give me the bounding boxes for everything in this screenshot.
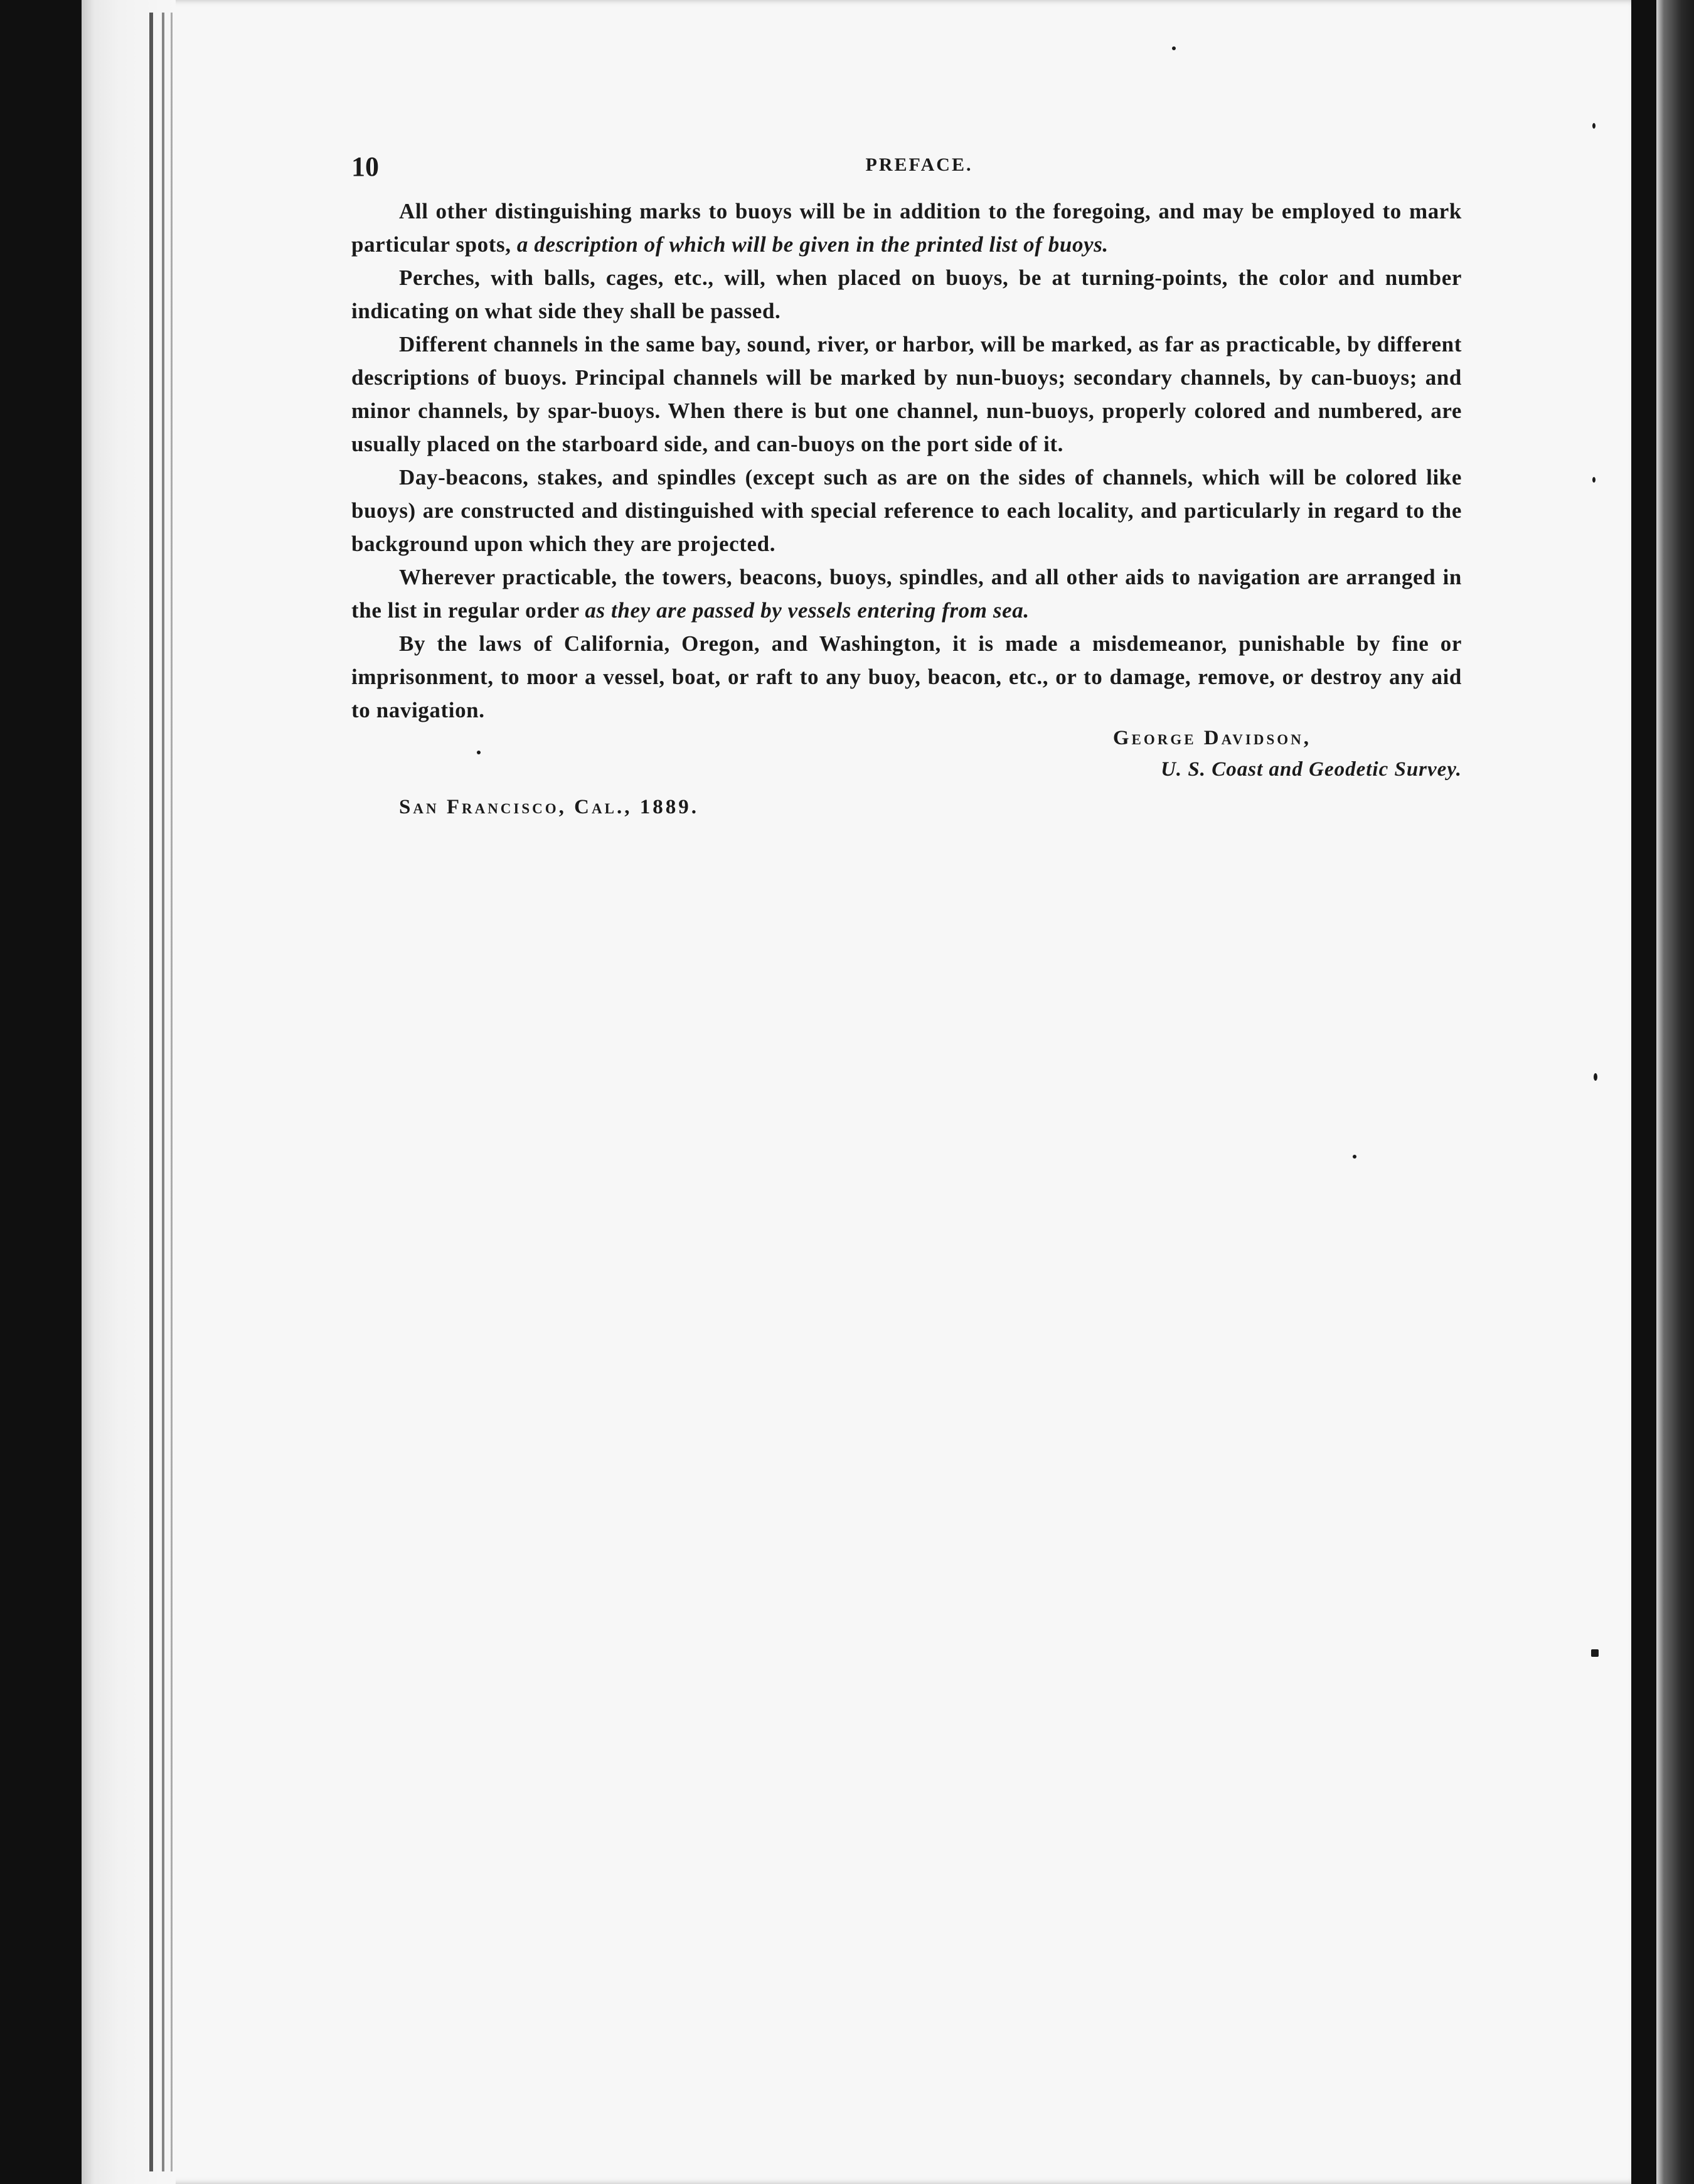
running-title: PREFACE. bbox=[865, 154, 973, 175]
scan-speck bbox=[1591, 1649, 1599, 1657]
paragraph-text: Day-beacons, stakes, and spindles (except such as are on the sides of channels, which will be colored like buoys) are constructed and distinguished with special reference to each locality, and particularly in regard to the background upon which they are projected. bbox=[351, 465, 1462, 556]
paragraph-text: By the laws of California, Oregon, and Washington, it is made a misdemeanor, punishable by fine or imprisonment, to moor a vessel, boat, or raft to any buoy, beacon, etc., or to damage, remove, or destroy any aid to navigation. bbox=[351, 631, 1462, 722]
paragraph bbox=[351, 328, 1462, 461]
paragraph bbox=[351, 461, 1462, 560]
scan-speck bbox=[1594, 1073, 1597, 1081]
scan-speck bbox=[1592, 477, 1595, 483]
right-page-edge bbox=[1656, 0, 1694, 2184]
scan-speck bbox=[1353, 1155, 1356, 1159]
paragraph-italic-text: as they are passed by vessels entering from sea. bbox=[585, 598, 1030, 623]
running-head bbox=[351, 151, 1462, 195]
gutter-line bbox=[171, 13, 173, 2171]
paragraph bbox=[351, 261, 1462, 328]
scan-speck bbox=[1592, 123, 1595, 129]
paragraph bbox=[351, 627, 1462, 727]
paragraph bbox=[351, 195, 1462, 261]
page-number: 10 bbox=[351, 151, 379, 182]
paragraph bbox=[351, 560, 1462, 627]
place-and-date: San Francisco, Cal., 1889. bbox=[399, 796, 699, 818]
paragraph-text: All other distinguishing marks to buoys will be in addition to the foregoing, and may be employed to mark particular spots, bbox=[351, 199, 1462, 257]
signatory-affiliation: U. S. Coast and Geodetic Survey. bbox=[1161, 758, 1462, 781]
scan-speck bbox=[1172, 46, 1176, 50]
paragraph-text: Perches, with balls, cages, etc., will, when placed on buoys, be at turning-points, the color and number indicating on what side they shall be passed. bbox=[351, 265, 1462, 323]
page-content bbox=[351, 151, 1462, 840]
paragraph-text: Different channels in the same bay, sound, river, or harbor, will be marked, as far as practicable, by different descriptions of buoys. Principal channels will be marked by nun-buoys; secondary channels, by can-buoys; and minor channels, by spar-buoys. When there is but one channel, nun-buoys, properly colored and numbered, are usually placed on the starboard side, and can-buoys on the port side of it. bbox=[351, 332, 1462, 456]
signatory-name: George Davidson, bbox=[1112, 727, 1311, 749]
signature-block bbox=[351, 727, 1462, 840]
gutter-line bbox=[162, 13, 164, 2171]
gutter-line bbox=[149, 13, 153, 2171]
paragraph-text: Wherever practicable, the towers, beacons, buoys, spindles, and all other aids to navigation are arranged in the list in regular order bbox=[351, 565, 1462, 623]
paragraph-italic-text: a description of which will be given in the printed list of buoys. bbox=[516, 232, 1109, 257]
